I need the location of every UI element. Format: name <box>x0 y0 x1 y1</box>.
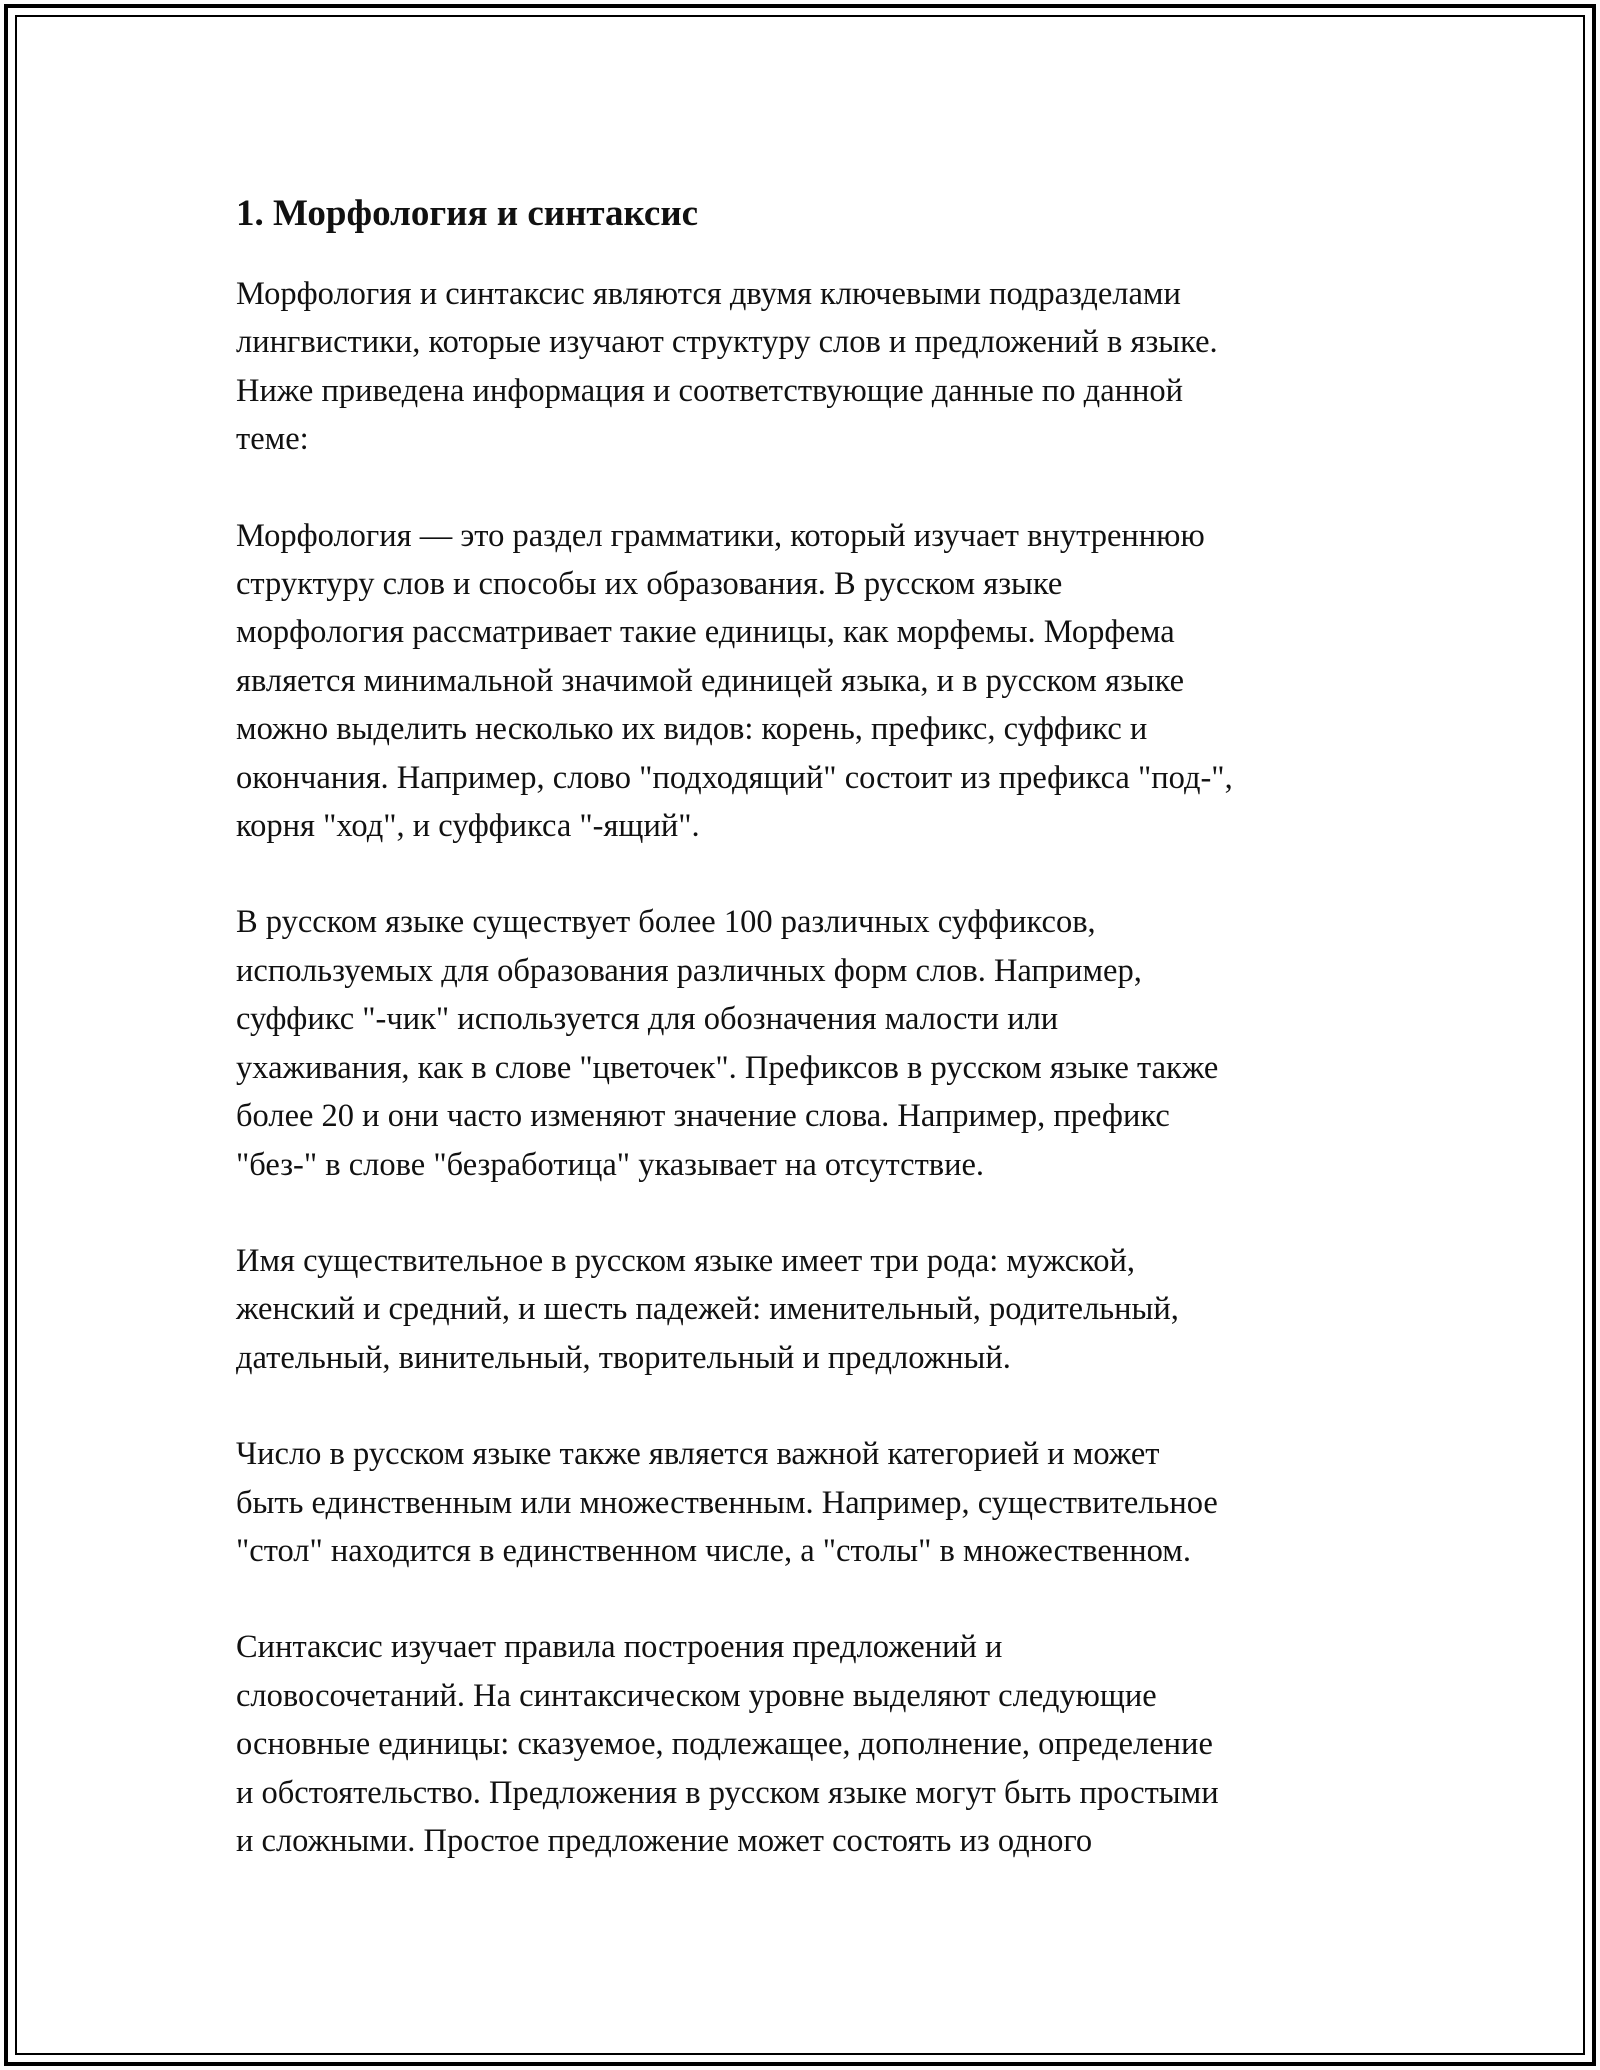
paragraph-noun-gender <box>236 1237 1386 1382</box>
paragraph-syntax <box>236 1623 1386 1865</box>
text-line: теме: <box>236 421 309 458</box>
text-line: Морфология — это раздел грамматики, который изучает внутреннюю <box>236 517 1205 554</box>
text-line: "без-" в слове "безработица" указывает на отсутствие. <box>236 1146 985 1183</box>
section-heading: 1. Морфология и синтаксис <box>236 193 699 234</box>
text-line: используемых для образования различных форм слов. Например, <box>236 952 1142 989</box>
text-line: корня "ход", и суффикса "-ящий". <box>236 808 700 845</box>
text-line: окончания. Например, слово "подходящий" состоит из префикса "под-", <box>236 759 1233 796</box>
text-line: Имя существительное в русском языке имеет три рода: мужской, <box>236 1242 1136 1279</box>
text-line: более 20 и они часто изменяют значение слова. Например, префикс <box>236 1098 1170 1135</box>
text-line: является минимальной значимой единицей языка, и в русском языке <box>236 662 1185 699</box>
paragraph-morphology <box>236 512 1386 851</box>
paragraph-intro <box>236 270 1386 464</box>
text-line: Морфология и синтаксис являются двумя ключевыми подразделами <box>236 276 1181 312</box>
text-line: и сложными. Простое предложение может состоять из одного <box>236 1822 1093 1859</box>
text-line: женский и средний, и шесть падежей: именительный, родительный, <box>236 1291 1179 1328</box>
paragraph-suffixes <box>236 898 1386 1188</box>
text-line: ухаживания, как в слове "цветочек". Префиксов в русском языке также <box>236 1049 1219 1086</box>
text-line: Число в русском языке также является важной категорией и может <box>236 1436 1160 1473</box>
text-line: морфология рассматривает такие единицы, как морфемы. Морфема <box>236 614 1175 651</box>
text-line: дательный, винительный, творительный и предложный. <box>236 1339 1011 1376</box>
text-line: можно выделить несколько их видов: корень, префикс, суффикс и <box>236 711 1148 748</box>
text-line: Ниже приведена информация и соответствующие данные по данной <box>236 372 1184 409</box>
paragraph-number <box>236 1430 1386 1575</box>
text-line: и обстоятельство. Предложения в русском языке могут быть простыми <box>236 1774 1219 1811</box>
text-line: словосочетаний. На синтаксическом уровне выделяют следующие <box>236 1677 1157 1714</box>
text-line: быть единственным или множественным. Например, существительное <box>236 1484 1218 1521</box>
document-body <box>236 186 1386 1913</box>
text-line: основные единицы: сказуемое, подлежащее, дополнение, определение <box>236 1726 1213 1763</box>
text-line: суффикс "-чик" используется для обозначения малости или <box>236 1001 1059 1038</box>
text-line: структуру слов и способы их образования. В русском языке <box>236 566 1063 603</box>
text-line: "стол" находится в единственном числе, а "столы" в множественном. <box>236 1532 1191 1569</box>
text-line: В русском языке существует более 100 различных суффиксов, <box>236 904 1096 941</box>
text-line: Синтаксис изучает правила построения предложений и <box>236 1629 1003 1666</box>
text-line: лингвистики, которые изучают структуру слов и предложений в языке. <box>236 324 1218 361</box>
